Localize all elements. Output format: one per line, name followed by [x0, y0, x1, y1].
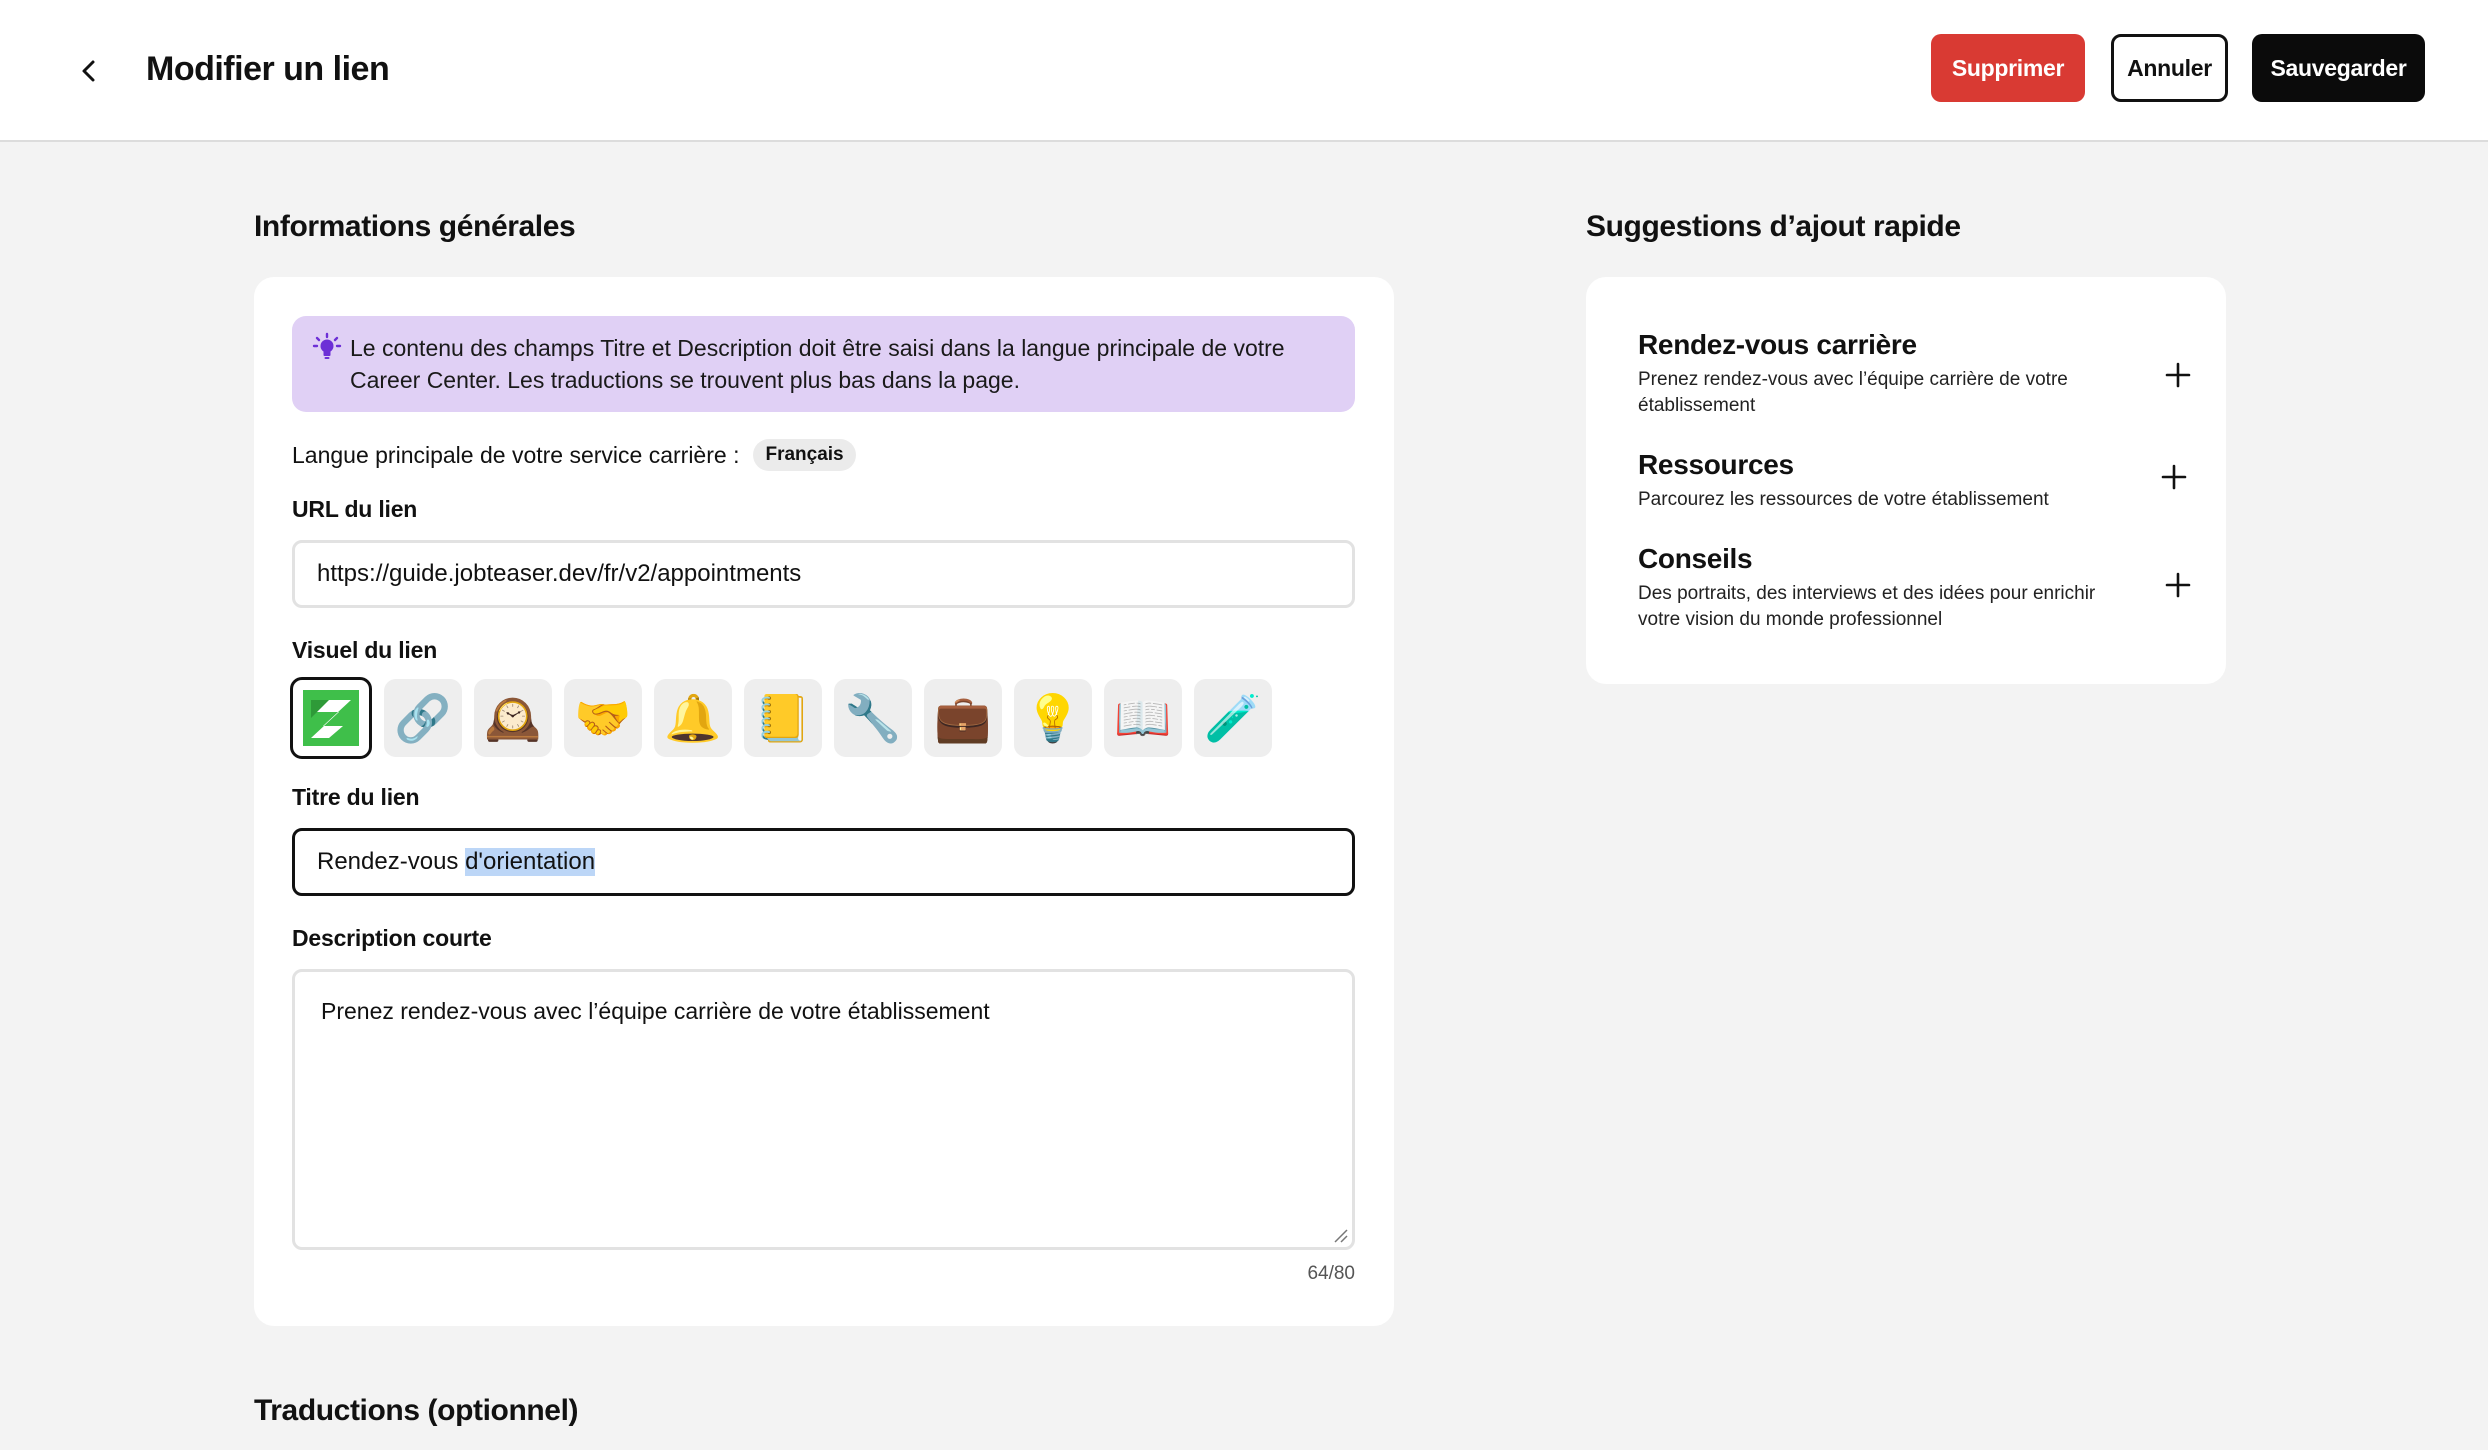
language-row — [292, 437, 856, 473]
add-suggestion-button[interactable] — [2158, 355, 2198, 395]
visual-option[interactable] — [1194, 679, 1272, 757]
link-icon: 🔗 — [394, 692, 452, 744]
translations-section-title: Traductions (optionnel) — [254, 1394, 579, 1427]
visual-option[interactable] — [834, 679, 912, 757]
lightbulb-icon — [312, 332, 342, 362]
general-section-title: Informations générales — [254, 210, 576, 243]
visual-option[interactable] — [1104, 679, 1182, 757]
description-text: Prenez rendez-vous avec l’équipe carrière de votre établissement — [321, 998, 990, 1024]
page-title: Modifier un lien — [146, 50, 390, 88]
visual-option[interactable] — [654, 679, 732, 757]
top-bar — [0, 0, 2488, 142]
title-text: Rendez-vous — [317, 848, 466, 875]
language-badge: Français — [753, 439, 855, 471]
add-suggestion-button[interactable] — [2154, 457, 2194, 497]
cancel-button[interactable]: Annuler — [2111, 34, 2228, 102]
url-input[interactable]: https://guide.jobteaser.dev/fr/v2/appointments — [292, 540, 1355, 608]
resize-handle-icon[interactable] — [1332, 1227, 1348, 1243]
visual-option[interactable] — [384, 679, 462, 757]
suggestion-item — [1638, 447, 2198, 513]
suggestion-description: Des portraits, des interviews et des idées pour enrichir votre vision du monde professionnel — [1638, 583, 2096, 630]
clock-icon: 🕰️ — [484, 692, 542, 744]
briefcase-icon: 💼 — [934, 692, 992, 744]
suggestion-item — [1638, 327, 2198, 419]
suggestion-description: Parcourez les ressources de votre établissement — [1638, 489, 2049, 510]
notebook-icon: 📒 — [754, 692, 812, 744]
delete-button[interactable]: Supprimer — [1931, 34, 2085, 102]
general-info-card — [254, 277, 1394, 1326]
url-label: URL du lien — [292, 496, 418, 522]
description-textarea[interactable] — [292, 969, 1355, 1250]
visual-option[interactable] — [924, 679, 1002, 757]
visual-option[interactable] — [564, 679, 642, 757]
wrench-icon: 🔧 — [844, 692, 902, 744]
visual-option[interactable] — [1014, 679, 1092, 757]
handshake-icon: 🤝 — [574, 692, 632, 744]
character-counter: 64/80 — [1307, 1263, 1355, 1284]
bell-icon: 🔔 — [664, 692, 722, 744]
title-selected-text: d'orientation — [465, 848, 596, 875]
lightbulb-icon: 💡 — [1024, 692, 1082, 744]
title-input[interactable] — [292, 828, 1355, 896]
plus-icon — [2165, 362, 2191, 388]
visual-label: Visuel du lien — [292, 637, 438, 663]
jobteaser-logo-icon — [303, 690, 359, 746]
visual-option[interactable] — [744, 679, 822, 757]
suggestions-section-title: Suggestions d’ajout rapide — [1586, 210, 1961, 243]
description-label: Description courte — [292, 925, 492, 951]
suggestion-title: Ressources — [1638, 449, 1794, 480]
visual-option[interactable] — [474, 679, 552, 757]
add-suggestion-button[interactable] — [2158, 565, 2198, 605]
save-button[interactable]: Sauvegarder — [2252, 34, 2425, 102]
suggestion-item — [1638, 541, 2198, 633]
visual-option[interactable] — [290, 677, 372, 759]
language-label: Langue principale de votre service carrière : — [292, 441, 740, 468]
suggestion-title: Rendez-vous carrière — [1638, 329, 1917, 360]
suggestion-title: Conseils — [1638, 543, 1753, 574]
back-button[interactable] — [66, 48, 112, 94]
open-book-icon: 📖 — [1114, 692, 1172, 744]
plus-icon — [2161, 464, 2187, 490]
visual-picker — [292, 679, 1272, 759]
suggestions-card — [1586, 277, 2226, 684]
info-banner — [292, 316, 1355, 412]
info-text: Le contenu des champs Titre et Description doit être saisi dans la langue principale de votre Career Center. Les traductions se trouvent plus bas dans la page. — [350, 335, 1285, 393]
chevron-left-icon — [79, 59, 99, 83]
plus-icon — [2165, 572, 2191, 598]
title-label: Titre du lien — [292, 784, 420, 810]
test-tube-icon: 🧪 — [1204, 692, 1262, 744]
suggestion-description: Prenez rendez-vous avec l’équipe carrière de votre établissement — [1638, 369, 2068, 416]
